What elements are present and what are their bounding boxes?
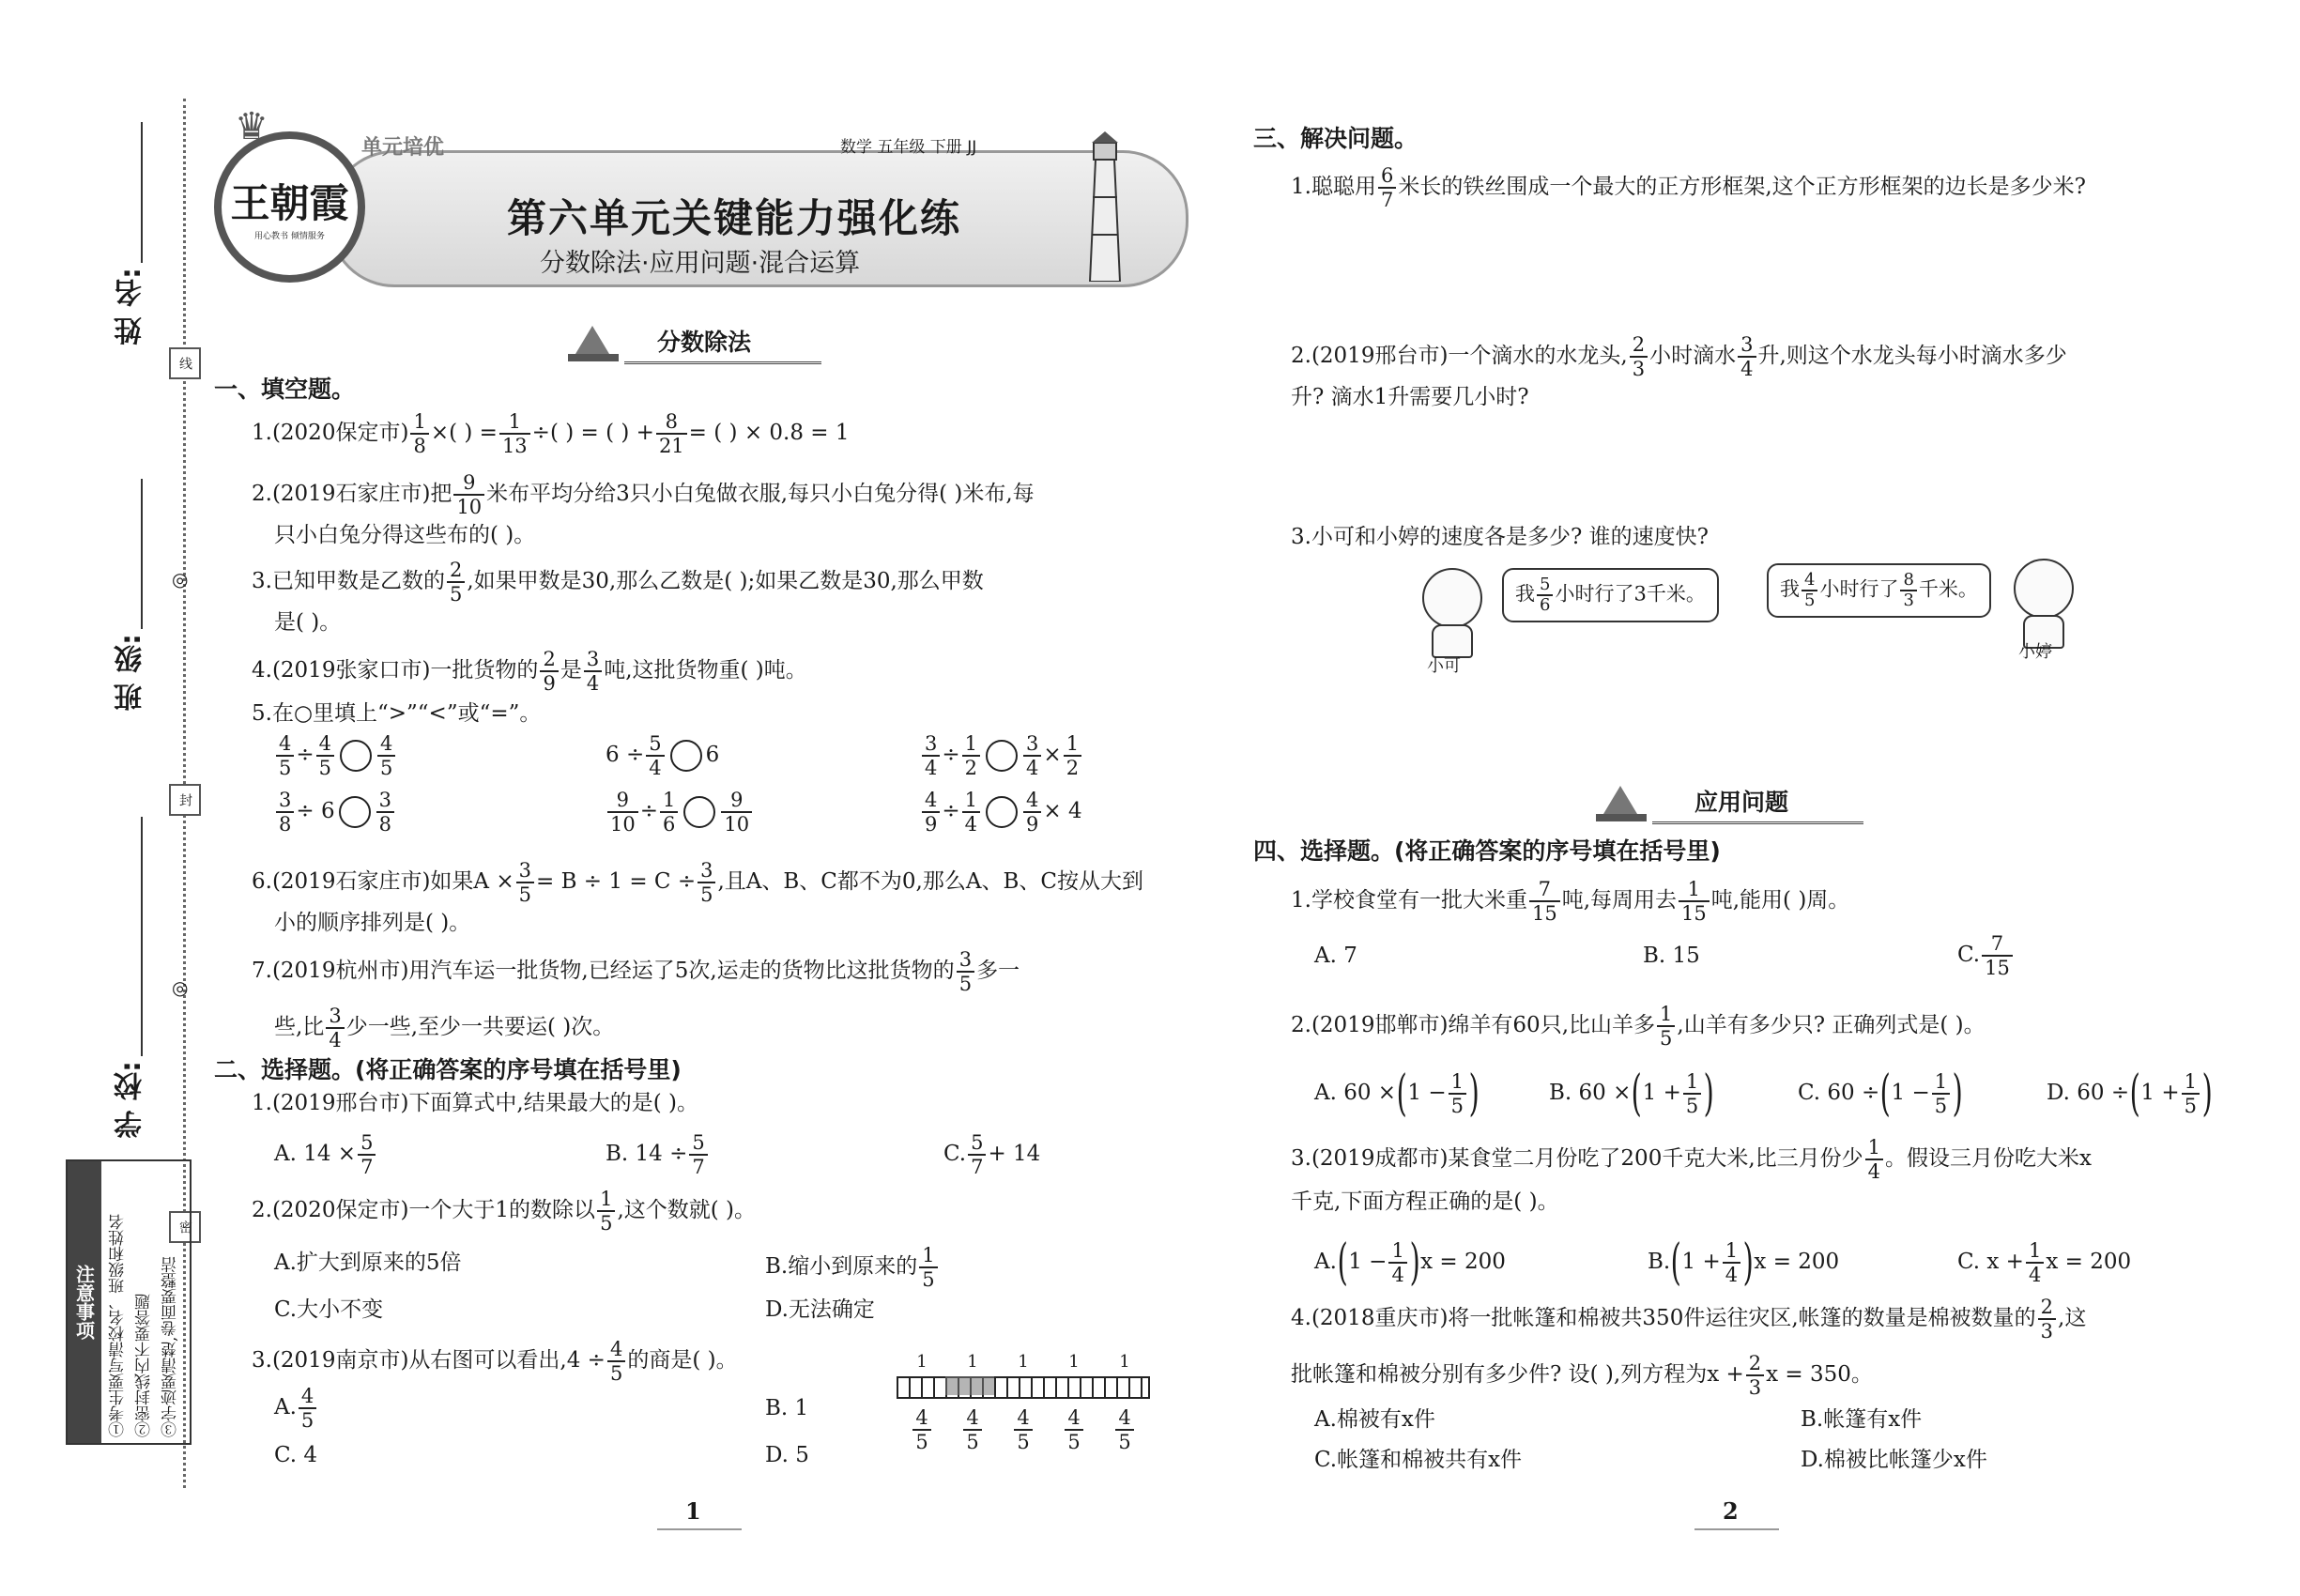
choice-q1: 1.学校食堂有一批大米重 $\frac{7}{15}$ 吨,每周用去 $\frac{1}{15}$ 吨,能用( )周。 xyxy=(1291,878,1850,925)
option-a[interactable]: A. 7 xyxy=(1314,944,1357,968)
diagram-top-labels: 1 1 1 1 1 xyxy=(916,1352,1130,1372)
name-label: 姓 名: xyxy=(115,268,147,345)
option-b[interactable]: B. 15 xyxy=(1643,944,1700,968)
cut-mark-line: 线 xyxy=(169,347,201,379)
boat-hull xyxy=(1596,814,1647,821)
fill-q4: 4.(2019张家口市)一批货物的 $\frac{2}{9}$ 是 $\frac{3}{4}$ 吨,这批货物重( )吨。 xyxy=(252,648,807,695)
compare-item: $\frac{4}{9}$ ÷ $\frac{1}{4}$ $\frac{4}{9}$ × 4 xyxy=(920,789,1082,836)
crown-icon: ♛ xyxy=(235,105,268,148)
choice-q2: 2.(2020保定市)一个大于1的数除以 $\frac{1}{5}$ ,这个数就( )。 xyxy=(252,1188,757,1235)
answer-circle[interactable] xyxy=(340,740,372,772)
problem-2: 2.(2019邢台市)一个滴水的水龙头, $\frac{2}{3}$ 小时滴水 $\frac{3}{4}$ 升,则这个水龙头每小时滴水多少 xyxy=(1291,333,2067,380)
kid-xiaoting-avatar xyxy=(2014,559,2074,619)
diagram-shaded xyxy=(945,1376,994,1395)
choice-q4-line2: 批帐篷和棉被分别有多少件? 设( ),列方程为x + $\frac{2}{3}$ x = 350。 xyxy=(1291,1352,1873,1399)
answer-circle[interactable] xyxy=(683,796,715,828)
option-a[interactable]: A. 60 ×(1 − $\frac{1}{5}$ ) xyxy=(1314,1066,1480,1122)
sailboat-icon xyxy=(575,326,609,354)
page-number: 2 xyxy=(1723,1497,1739,1525)
school-label: 学 校: xyxy=(115,1061,147,1139)
name-line xyxy=(141,122,143,263)
kid-xiaoting-name: 小婷 xyxy=(2018,642,2052,662)
compare-item: 6 ÷ $\frac{5}{4}$ 6 xyxy=(606,732,720,779)
fill-q2: 2.(2019石家庄市)把 $\frac{9}{10}$ 米布平均分给3只小白兔做衣服,每只小白兔分得( )米布,每 xyxy=(252,471,1035,518)
option-a[interactable]: A.扩大到原来的5倍 xyxy=(274,1251,462,1275)
choice-q2: 2.(2019邯郸市)绵羊有60只,比山羊多 $\frac{1}{5}$ ,山羊有多少只? 正确列式是( )。 xyxy=(1291,1003,1986,1050)
note-item: ②密封线内不要答题 xyxy=(135,1294,154,1437)
compare-item: $\frac{9}{10}$ ÷ $\frac{1}{6}$ $\frac{9}{10}$ xyxy=(606,789,754,836)
option-d[interactable]: D. 5 xyxy=(765,1443,809,1467)
part2-heading: 二、选择题。(将正确答案的序号填在括号里) xyxy=(214,1056,682,1083)
speech-bubble-xiaoting: 我 $\frac{4}{5}$ 小时行了 $\frac{8}{3}$ 千米。 xyxy=(1767,563,1991,618)
choice-q4: 4.(2018重庆市)将一批帐篷和棉被共350件运往灾区,帐篷的数量是棉被数量的 $\frac{2}{3}$ ,这 xyxy=(1291,1296,2087,1343)
option-a[interactable]: A. $\frac{4}{5}$ xyxy=(274,1385,318,1432)
page-subtitle: 分数除法·应用问题·混合运算 xyxy=(540,249,861,278)
answer-circle[interactable] xyxy=(986,796,1018,828)
option-c[interactable]: C.大小不变 xyxy=(274,1297,384,1322)
option-c[interactable]: C. $\frac{5}{7}$ + 14 xyxy=(943,1131,1041,1178)
cut-mark-seal: 封 xyxy=(169,784,201,816)
fill-q7: 7.(2019杭州市)用汽车运一批货物,已经运了5次,运走的货物比这批货物的 $\frac{3}{5}$ 多一 xyxy=(252,948,1020,995)
compare-item: $\frac{3}{4}$ ÷ $\frac{1}{2}$ $\frac{3}{4}$ × $\frac{1}{2}$ xyxy=(920,732,1083,779)
diagram-bar xyxy=(897,1376,1150,1399)
option-b[interactable]: B. 60 ×(1 + $\frac{1}{5}$ ) xyxy=(1549,1066,1714,1122)
option-a[interactable]: A.棉被有x件 xyxy=(1314,1407,1435,1432)
option-b[interactable]: B. 14 ÷ $\frac{5}{7}$ xyxy=(606,1131,710,1178)
option-b[interactable]: B. 1 xyxy=(765,1396,809,1420)
page-number-ornament xyxy=(1694,1528,1779,1530)
problem-3: 3.小可和小婷的速度各是多少? 谁的速度快? xyxy=(1291,525,1709,549)
part4-heading: 四、选择题。(将正确答案的序号填在括号里) xyxy=(1253,837,1721,865)
school-line xyxy=(141,817,143,1056)
logo-text: 王朝霞 xyxy=(230,180,349,226)
section-underline xyxy=(1652,821,1863,824)
q-prefix: 1.(2020保定市) xyxy=(252,421,409,445)
option-d[interactable]: D.棉被比帐篷少x件 xyxy=(1801,1448,1987,1472)
answer-circle[interactable] xyxy=(339,796,371,828)
option-a[interactable]: A. 14 × $\frac{5}{7}$ xyxy=(274,1131,377,1178)
page-title: 第六单元关键能力强化练 xyxy=(507,195,962,241)
page-number: 1 xyxy=(685,1497,701,1525)
option-b[interactable]: B.帐篷有x件 xyxy=(1801,1407,1923,1432)
lighthouse-icon xyxy=(1084,131,1126,282)
page-number-ornament xyxy=(657,1528,742,1530)
note-item: ③字迹要清楚,卷面要整洁 xyxy=(161,1256,180,1437)
section-title: 应用问题 xyxy=(1694,789,1789,816)
problem-2-line2: 升? 滴水1升需要几小时? xyxy=(1291,385,1529,409)
unit-tag: 单元培优 xyxy=(361,136,445,160)
fill-q2-line2: 只小白兔分得这些布的( )。 xyxy=(274,523,536,547)
kid-xiaoke-name: 小可 xyxy=(1427,656,1461,676)
fill-q3: 3.已知甲数是乙数的 $\frac{2}{5}$ ,如果甲数是30,那么乙数是( );如果乙数是30,那么甲数 xyxy=(252,559,984,606)
sailboat-icon xyxy=(1603,786,1637,814)
logo-subtext: 用心教书 倾情服务 xyxy=(254,232,325,241)
seal-icon: ◎ xyxy=(172,568,189,591)
answer-circle[interactable] xyxy=(670,740,702,772)
section-banner-application xyxy=(1596,784,1863,826)
option-c[interactable]: C. 4 xyxy=(274,1443,318,1467)
choice-q3: 3.(2019成都市)某食堂二月份吃了200千克大米,比三月份少 $\frac{1}{4}$ 。假设三月份吃大米x xyxy=(1291,1136,2092,1183)
class-label: 班 级: xyxy=(115,634,147,712)
section-title: 分数除法 xyxy=(657,329,752,356)
choice-q1: 1.(2019邢台市)下面算式中,结果最大的是( )。 xyxy=(252,1091,698,1115)
option-b[interactable]: B.缩小到原来的 $\frac{1}{5}$ xyxy=(765,1244,940,1291)
book-meta: 数学 五年级 下册 JJ xyxy=(840,138,977,157)
cut-mark-secret: 密 xyxy=(169,1211,201,1243)
part1-heading: 一、填空题。 xyxy=(214,376,356,403)
answer-circle[interactable] xyxy=(986,740,1018,772)
boat-hull xyxy=(568,354,619,361)
option-a[interactable]: A.(1 − $\frac{1}{4}$ )x = 200 xyxy=(1314,1235,1506,1291)
compare-item: $\frac{4}{5}$ ÷ $\frac{4}{5}$ $\frac{4}{5}$ xyxy=(274,732,397,779)
option-c[interactable]: C. 60 ÷(1 − $\frac{1}{5}$ ) xyxy=(1798,1066,1963,1122)
class-line xyxy=(141,479,143,629)
fill-q5: 5.在○里填上“>”“<”或“=”。 xyxy=(252,701,542,726)
notes-title: 注意事项 xyxy=(68,1161,101,1443)
section-underline xyxy=(624,361,821,364)
fill-q3-line2: 是( )。 xyxy=(274,610,342,635)
choice-q3: 3.(2019南京市)从右图可以看出,4 ÷ $\frac{4}{5}$ 的商是( )。 xyxy=(252,1338,738,1385)
note-item: ①考生要写清校名、班级和姓名 xyxy=(109,1214,128,1437)
section-banner-fraction-division xyxy=(568,324,821,366)
diagram-bottom-labels: 4 5 4 5 4 5 4 5 4 5 xyxy=(897,1406,1150,1453)
speech-bubble-xiaoke: 我 $\frac{5}{6}$ 小时行了3千米。 xyxy=(1502,568,1719,622)
choice-q3-line2: 千克,下面方程正确的是( )。 xyxy=(1291,1189,1559,1214)
option-c[interactable]: C.帐篷和棉被共有x件 xyxy=(1314,1448,1523,1472)
option-c[interactable]: C. x + $\frac{1}{4}$ x = 200 xyxy=(1957,1239,2132,1286)
bar-diagram xyxy=(897,1352,1150,1465)
notes-box xyxy=(66,1159,192,1445)
fill-q1: 1.(2020保定市) $\frac{1}{8}$ ×( ) = $\frac{1}{13}$ ÷( ) = ( ) + $\frac{8}{21}$ = ( ) × 0.8 = 1 xyxy=(252,410,850,457)
problem-1: 1.聪聪用 $\frac{6}{7}$ 米长的铁丝围成一个最大的正方形框架,这个正方形框架的边长是多少米? xyxy=(1291,164,2086,211)
brand-logo xyxy=(214,131,365,283)
option-b[interactable]: B.(1 + $\frac{1}{4}$ )x = 200 xyxy=(1648,1235,1840,1291)
seal-icon: ◎ xyxy=(172,976,189,999)
notes-body xyxy=(105,1167,184,1437)
fill-q6: 6.(2019石家庄市)如果A × $\frac{3}{5}$ = B ÷ 1 = C ÷ $\frac{3}{5}$ ,且A、B、C都不为0,那么A、B、C按从大到 xyxy=(252,859,1143,906)
option-d[interactable]: D.无法确定 xyxy=(765,1297,875,1322)
fill-q7-line2: 些,比 $\frac{3}{4}$ 少一些,至少一共要运( )次。 xyxy=(274,1005,615,1051)
fill-q6-line2: 小的顺序排列是( )。 xyxy=(274,911,471,935)
option-c[interactable]: C. $\frac{7}{15}$ xyxy=(1957,932,2015,979)
compare-item: $\frac{3}{8}$ ÷ 6 $\frac{3}{8}$ xyxy=(274,789,396,836)
part3-heading: 三、解决问题。 xyxy=(1253,125,1418,152)
kid-xiaoke-avatar xyxy=(1422,568,1482,628)
option-d[interactable]: D. 60 ÷(1 + $\frac{1}{5}$ ) xyxy=(2047,1066,2213,1122)
